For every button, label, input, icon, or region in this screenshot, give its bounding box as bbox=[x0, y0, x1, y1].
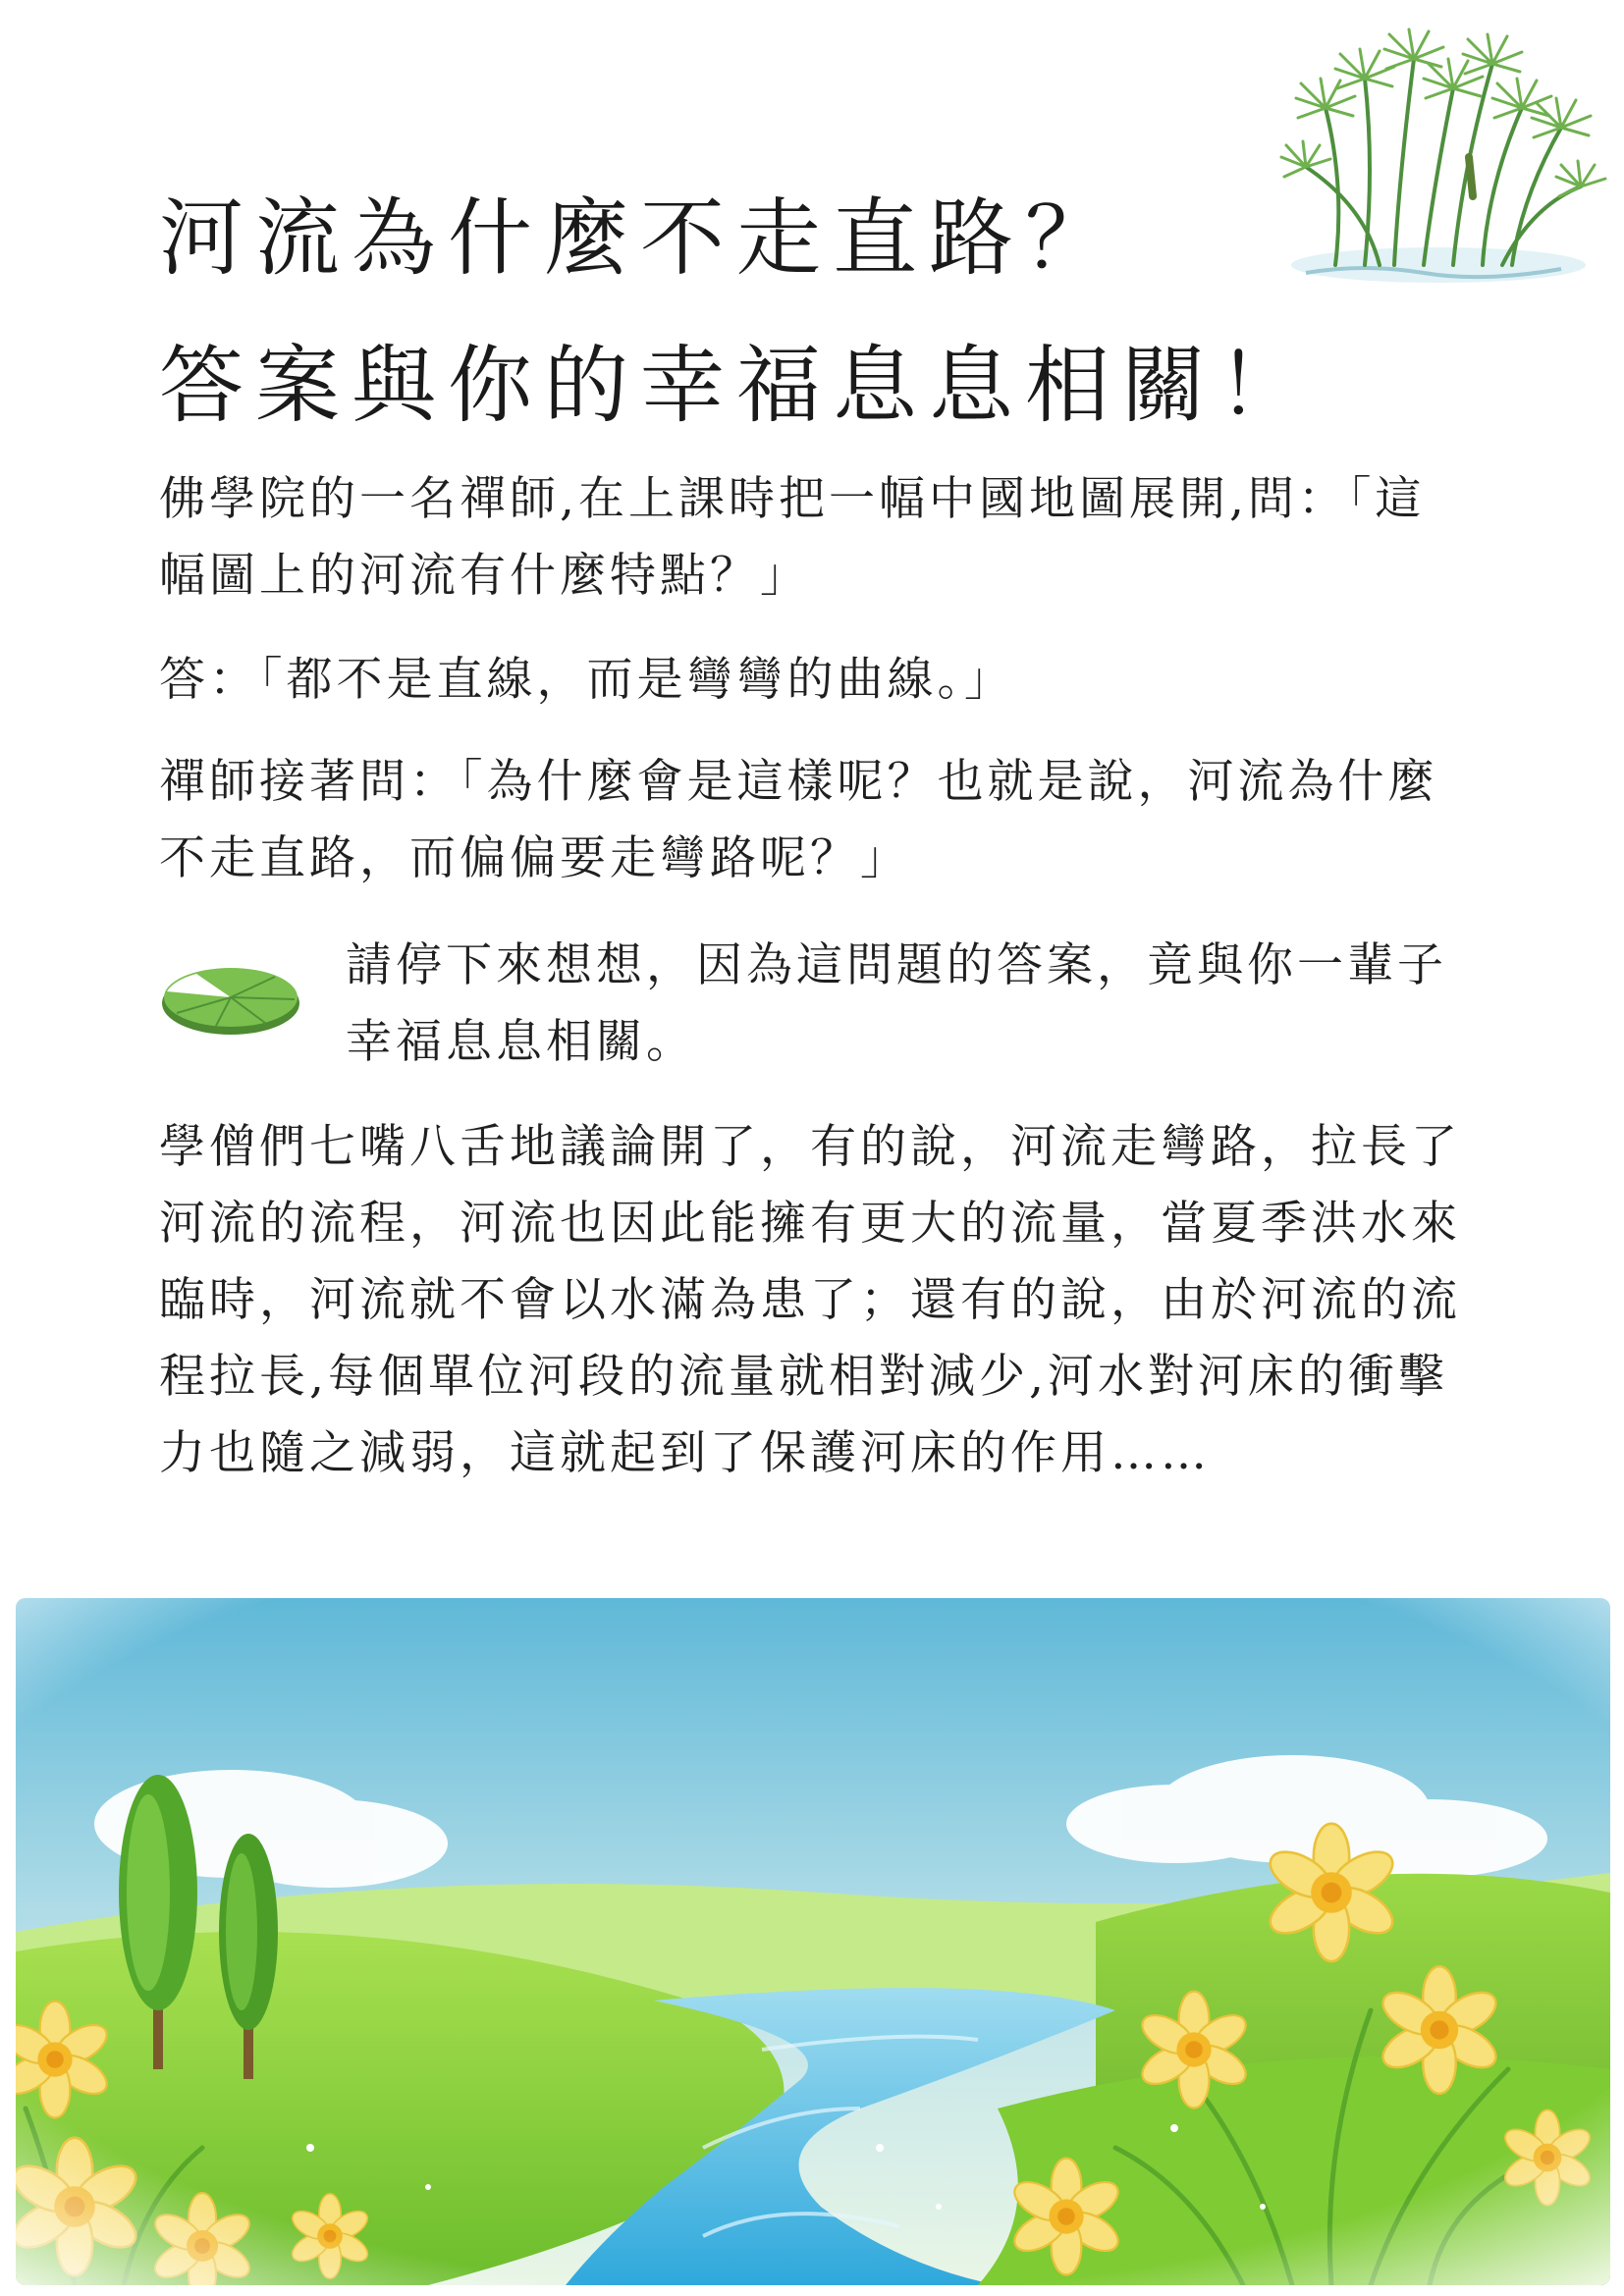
title-line-2: 答案與你的幸福息息相關！ bbox=[159, 337, 1314, 435]
title-line-1: 河流為什麼不走直路？ bbox=[159, 189, 1121, 288]
paragraph-reflection: 請停下來想想，因為這問題的答案，竟與你一輩子幸福息息相關。 bbox=[346, 938, 1447, 1069]
paragraph-answer: 答：「都不是直線，而是彎彎的曲線。」 bbox=[159, 653, 1014, 707]
paragraph-followup: 禪師接著問：「為什麼會是這樣呢？也就是說，河流為什麼不走直路，而偏偏要走彎路呢？」 bbox=[159, 755, 1438, 885]
page-title bbox=[159, 165, 1337, 459]
lily-pad-icon bbox=[157, 952, 304, 1041]
paragraph-discussion: 學僧們七嘴八舌地議論開了，有的說，河流走彎路，拉長了河流的流程，河流也因此能擁有更大的流量，當夏季洪水來臨時，河流就不會以水滿為患了；還有的說，由於河流的流程拉長,每個單位河段的流量就相對減少,河水對河床的衝擊力也隨之減弱，這就起到了保護河床的作用…… bbox=[159, 1120, 1461, 1480]
river-landscape-image bbox=[16, 1598, 1610, 2285]
papyrus-plant-icon bbox=[1267, 20, 1610, 294]
paragraph-question: 佛學院的一名禪師,在上課時把一幅中國地圖展開,問：「這幅圖上的河流有什麼特點？」 bbox=[159, 472, 1426, 603]
